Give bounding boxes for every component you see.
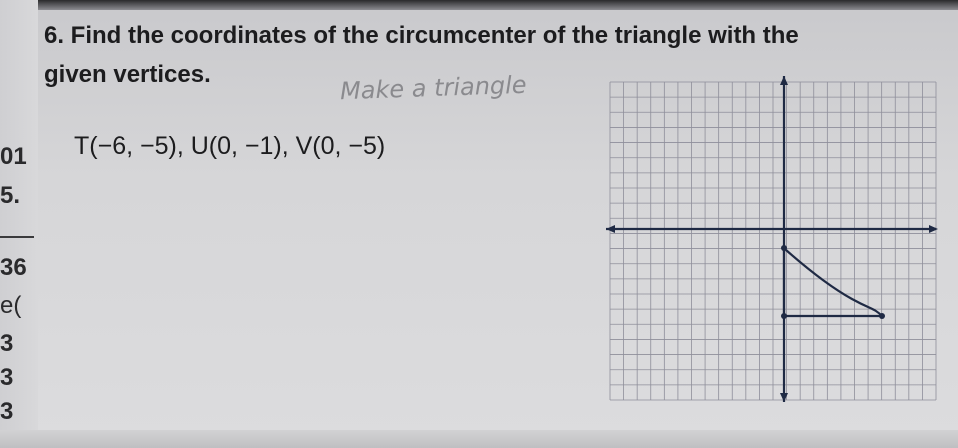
triangle-sketch: [784, 248, 882, 316]
left-edge-fragment: e(: [0, 292, 22, 319]
left-edge-rule: [0, 236, 34, 238]
vertex-point-t: [879, 313, 885, 319]
left-edge-fragment: 3: [0, 330, 14, 357]
vertex-point-u: [781, 245, 787, 251]
vertices-text: T(−6, −5), U(0, −1), V(0, −5): [74, 132, 386, 160]
problem-title: 6. Find the coordinates of the circumcenter of the triangle with the: [44, 22, 799, 49]
left-edge-fragment: 5.: [0, 182, 21, 209]
left-edge-fragment: 36: [0, 254, 27, 281]
vertex-point-v: [781, 313, 787, 319]
photo-top-shadow: [0, 0, 958, 10]
left-edge-fragment: 01: [0, 143, 27, 170]
grid-lines: [610, 82, 936, 400]
x-axis: [606, 225, 938, 233]
problem-title-continued: given vertices.: [44, 61, 211, 88]
photo-bottom-band: [0, 430, 958, 448]
left-edge-fragment: 3: [0, 398, 14, 425]
coordinate-grid: [606, 76, 944, 406]
handwritten-note: Make a triangle: [339, 70, 528, 106]
left-edge-fragment: 3: [0, 364, 14, 391]
